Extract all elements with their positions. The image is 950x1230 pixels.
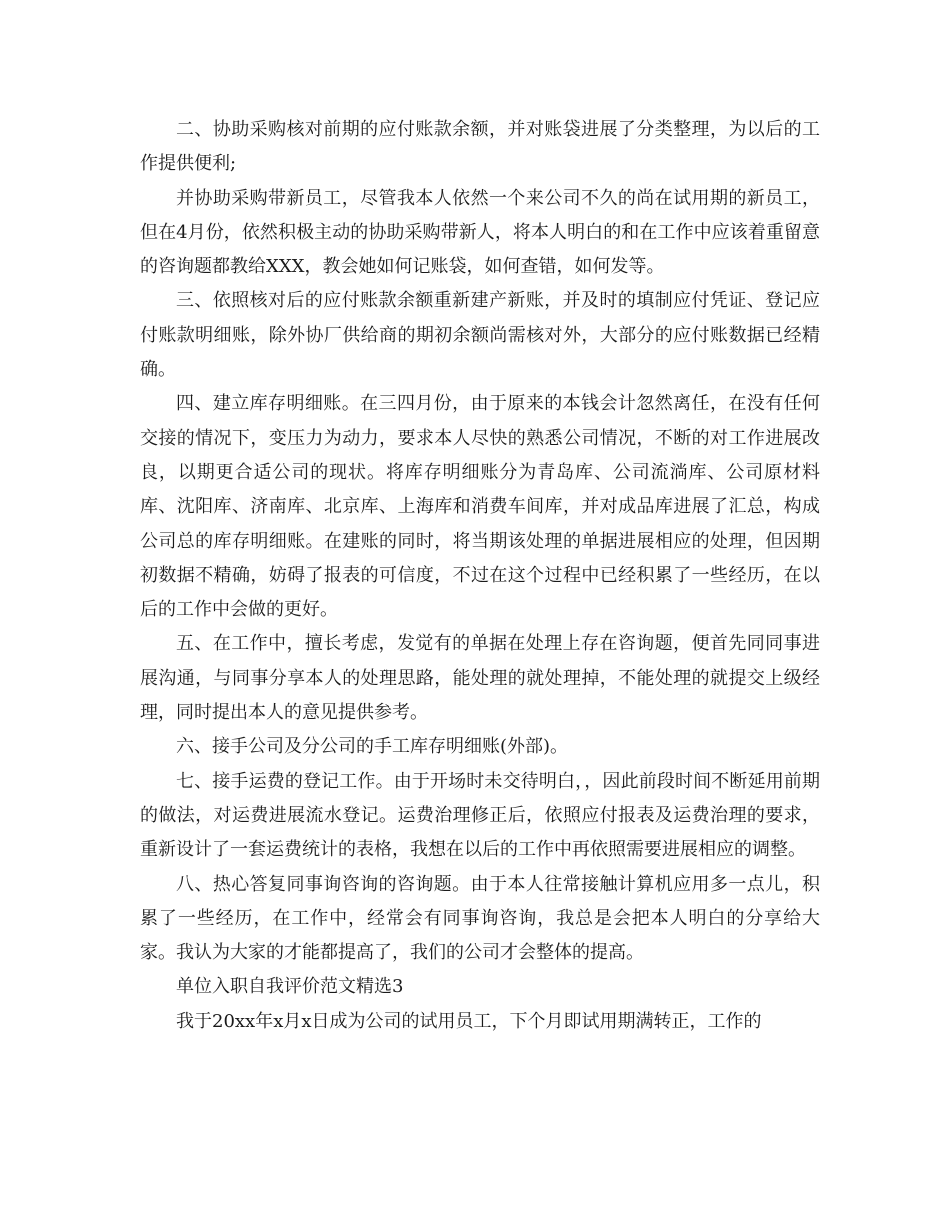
paragraph-5: 五、在工作中，擅长考虑，发觉有的单据在处理上存在咨询题，便首先同同事进展沟通，与同事分享本人的处理思路，能处理的就处理掉，不能处理的就提交上级经理，同时提出本人的意见提供参考。	[140, 633, 820, 724]
document-body	[140, 113, 820, 1039]
paragraph-7: 七、接手运费的登记工作。由于开场时未交待明白，，因此前段时间不断延用前期的做法，对运费进展流水登记。运费治理修正后，依照应付报表及运费治理的要求，重新设计了一套运费统计的表格，我想在以后的工作中再依照需要进展相应的调整。	[140, 770, 820, 861]
paragraph-6: 六、接手公司及分公司的手工库存明细账(外部)。	[176, 736, 569, 758]
paragraph-2-continued: 并协助采购带新员工，尽管我本人依然一个来公司不久的尚在试用期的新员工，但在4月份，依然积极主动的协助采购带新人，将本人明白的和在工作中应该着重留意的咨询题都教给XXX，教会她如何记账袋，如何查错，如何发等。	[140, 187, 820, 278]
section-heading: 单位入职自我评价范文精选3	[176, 976, 404, 998]
paragraph-4: 四、建立库存明细账。在三四月份，由于原来的本钱会计忽然离任，在没有任何交接的情况下，变压力为动力，要求本人尽快的熟悉公司情况，不断的对工作进展改良，以期更合适公司的现状。将库存明细账分为青岛库、公司流淌库、公司原材料库、沈阳库、济南库、北京库、上海库和消费车间库，并对成品库进展了汇总，构成公司总的库存明细账。在建账的同时，将当期该处理的单据进展相应的处理，但因期初数据不精确，妨碍了报表的可信度，不过在这个过程中已经积累了一些经历，在以后的工作中会做的更好。	[140, 393, 820, 621]
paragraph-8: 八、热心答复同事询咨询的咨询题。由于本人往常接触计算机应用多一点儿，积累了一些经历，在工作中，经常会有同事询咨询，我总是会把本人明白的分享给大家。我认为大家的才能都提高了，我们的公司才会整体的提高。	[140, 873, 820, 964]
paragraph-3: 三、依照核对后的应付账款余额重新建产新账，并及时的填制应付凭证、登记应付账款明细账，除外协厂供给商的期初余额尚需核对外，大部分的应付账数据已经精确。	[140, 290, 820, 381]
paragraph-intro: 我于20xx年x月x日成为公司的试用员工，下个月即试用期满转正，工作的	[176, 1010, 762, 1032]
paragraph-2: 二、协助采购核对前期的应付账款余额，并对账袋进展了分类整理，为以后的工作提供便利;	[140, 119, 820, 175]
